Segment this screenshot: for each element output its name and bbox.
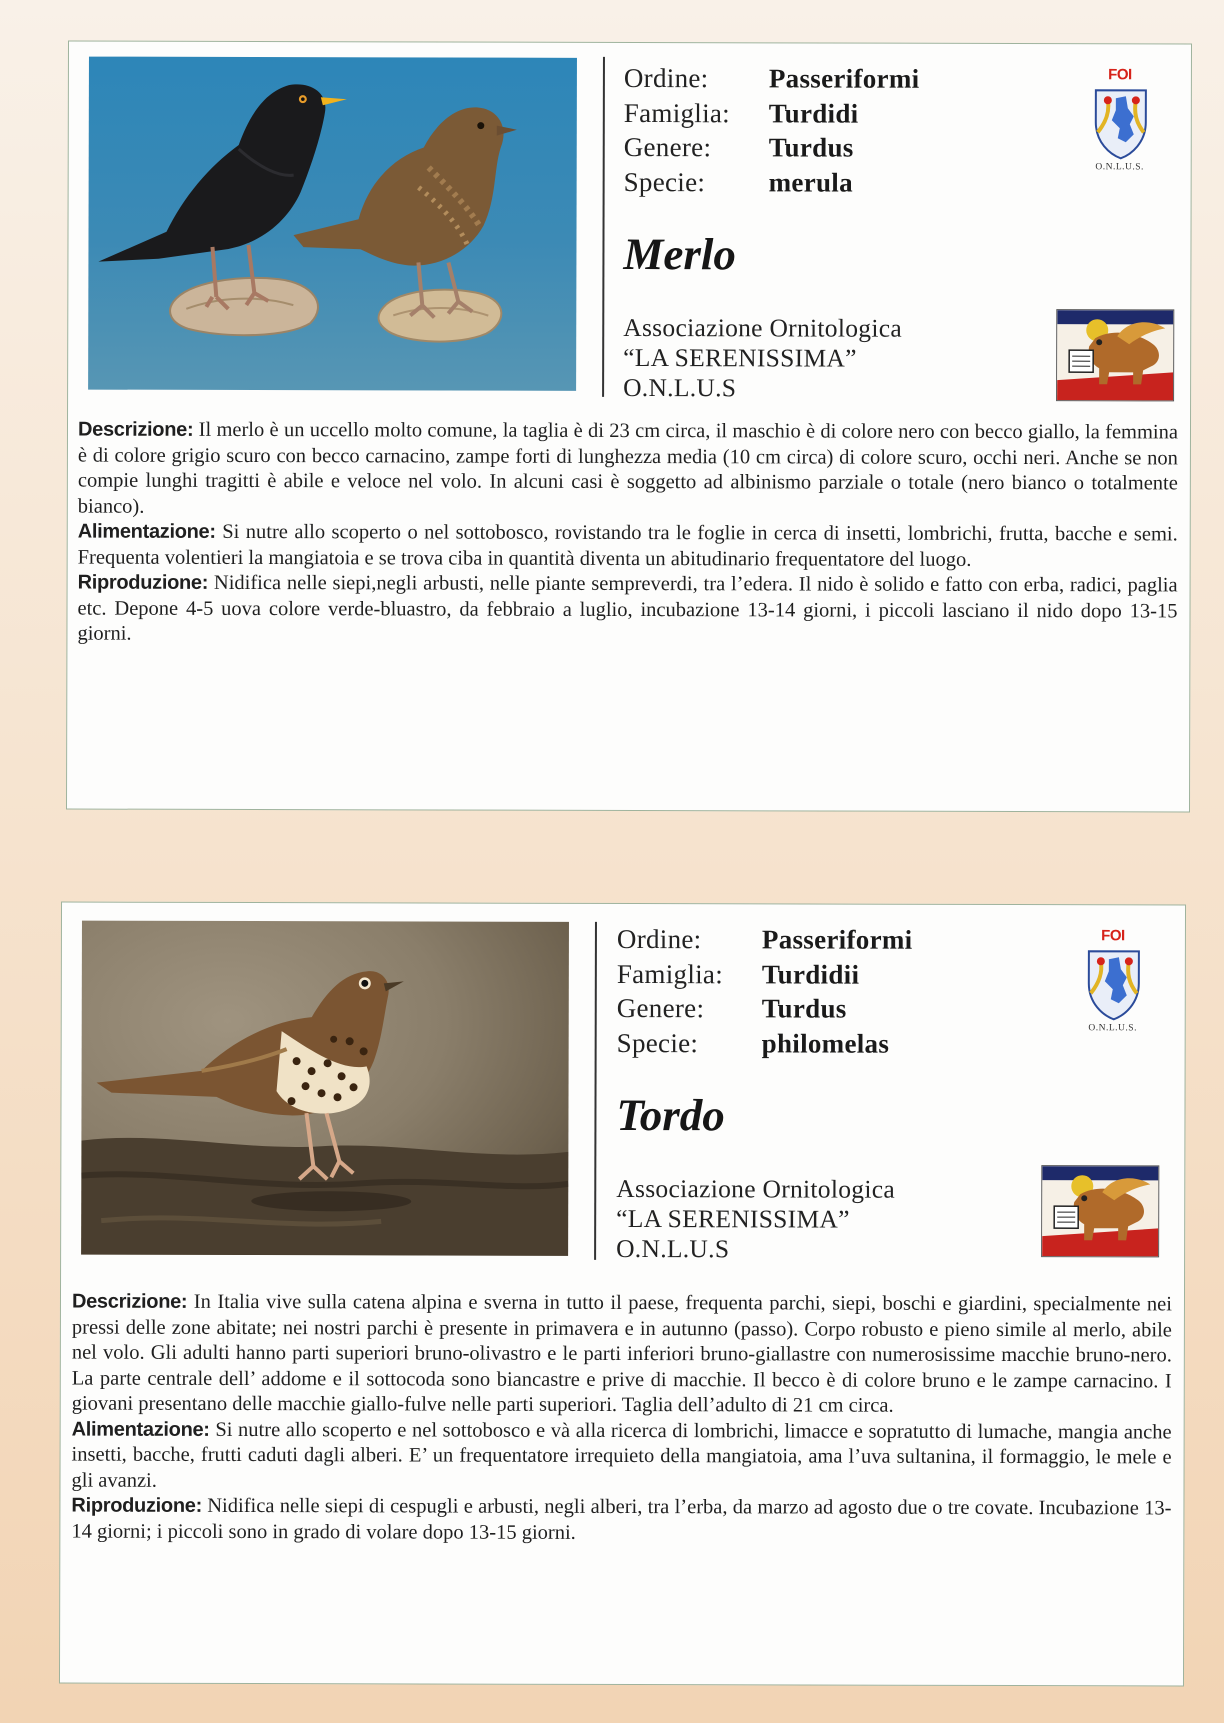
reproduction-text: Nidifica nelle siepi di cespugli e arbusti, negli alberi, tra l’erba, da marzo ad agosto due o tre covate. Incubazione 13-14 giorni; i piccoli sono in grado di volare dopo 13-15 giorni. (71, 1494, 1172, 1544)
taxonomy-family-row (617, 956, 913, 991)
foi-logo (1075, 66, 1165, 176)
species-label: Specie: (623, 166, 706, 197)
description-label: Descrizione: (71, 1290, 188, 1313)
association-block (616, 1174, 895, 1265)
association-line-2: “LA SERENISSIMA” (616, 1203, 850, 1234)
order-label: Ordine: (623, 62, 709, 94)
genus-label: Genere: (616, 992, 705, 1024)
order-value: Passeriformi (761, 924, 913, 955)
taxonomy-species-row (617, 1025, 913, 1060)
taxonomy-genus-row (617, 991, 913, 1026)
association-line-1: Associazione Ornitologica (616, 1173, 896, 1204)
species-text (71, 1290, 1172, 1548)
foi-logo-text: FOI (1101, 927, 1125, 945)
feeding-paragraph (71, 1417, 1171, 1496)
feeding-label: Alimentazione: (71, 1418, 210, 1441)
feeding-text: Si nutre allo scoperto o nel sottobosco, rovistando tra le foglie in cerca di insetti, lombrichi, frutta, bacche e semi. Frequenta volentieri la mangiatoia e se trova ciba in quantità diventa un abitudinario frequentatore del luogo. (77, 520, 1178, 571)
foi-logo-onlus: O.N.L.U.S. (1088, 1023, 1137, 1034)
reproduction-paragraph (77, 571, 1177, 650)
foi-logo (1068, 927, 1158, 1037)
description-paragraph (78, 418, 1178, 523)
divider-line (594, 922, 597, 1260)
association-line-1: Associazione Ornitologica (623, 312, 903, 343)
association-line-3: O.N.L.U.S (616, 1233, 730, 1264)
taxonomy-order-row (624, 61, 920, 96)
description-paragraph (72, 1290, 1172, 1420)
family-value: Turdidi (768, 97, 859, 129)
feeding-text: Si nutre allo scoperto e nel sottobosco e và alla ricerca di lombrichi, limacce e sopratutto di lumache, mangia anche insetti, bacche, frutti caduti dagli alberi. E’ un frequentatore irrequieto della mangiatoia, ama l’uva sultanina, il formaggio, le mele e gli avanzi. (71, 1418, 1172, 1492)
taxonomy-species-row (624, 164, 920, 199)
association-line-2: “LA SERENISSIMA” (623, 342, 857, 373)
foi-emblem-icon (1081, 943, 1147, 1021)
blackbird-photo (88, 57, 577, 391)
foi-emblem-icon (1088, 82, 1154, 160)
feeding-label: Alimentazione: (77, 520, 216, 543)
reproduction-text: Nidifica nelle siepi,negli arbusti, nelle piante sempreverdi, tra l’edera. Il nido è solido e fatto con erba, radici, paglia etc. Depone 4-5 uova colore verde-bluastro, da febbraio a luglio, incubazione 13-14 giorni, i piccoli lasciano il nido dopo 13-15 giorni. (77, 571, 1178, 645)
feeding-paragraph (78, 520, 1178, 574)
reproduction-label: Riproduzione: (77, 571, 209, 594)
reproduction-label: Riproduzione: (71, 1494, 203, 1517)
taxonomy-genus-row (624, 130, 920, 165)
family-label: Famiglia: (616, 958, 724, 989)
species-value: philomelas (761, 1027, 890, 1059)
description-text: In Italia vive sulla catena alpina e sverna in tutto il paese, frequenta parchi, siepi, boschi e giardini, specialmente nei pressi delle zone abitate; nei nostri parchi è presente in primavera e in autunno (passo). Corpo robusto e pieno simile al merlo, abile nel volo. Gli adulti hanno parti superiori bruno-olivastro e le parti inferiori bruno-giallastre con numerosissime macchie bruno-nero. La parte centrale dell’ addome e il sottocoda sono biancastre e prive di macchie. Il becco è di colore bruno e le zampe carnacino. I giovani presentano delle macchie giallo-fulve nelle parti superiori. Taglia dell’adulto di 21 cm circa. (71, 1290, 1173, 1417)
family-label: Famiglia: (623, 97, 731, 128)
lion-of-saint-mark-logo (1041, 1165, 1159, 1257)
taxonomy-family-row (624, 95, 920, 130)
order-value: Passeriformi (768, 63, 920, 94)
reproduction-paragraph (71, 1494, 1171, 1548)
taxonomy-block (624, 61, 920, 200)
taxonomy-block (617, 922, 913, 1061)
genus-label: Genere: (623, 131, 712, 163)
song-thrush-photo (81, 921, 569, 1256)
association-line-3: O.N.L.U.S (623, 372, 737, 403)
family-value: Turdidii (761, 958, 860, 990)
description-text: Il merlo è un uccello molto comune, la taglia è di 23 cm circa, il maschio è di colore nero con becco giallo, la femmina è di colore grigio scuro con becco carnacino, zampe forti di lunghezza media (10 cm circa) di colore scuro, occhi neri. Anche se non compie lunghi tragitti è abile e veloce nel volo. In alcuni casi è soggetto ad albinismo parziale o totale (nero bianco o totalmente bianco). (77, 418, 1179, 518)
lion-emblem-icon (1042, 1166, 1158, 1256)
description-label: Descrizione: (77, 418, 194, 441)
species-common-name: Merlo (623, 228, 737, 280)
association-block (623, 313, 902, 404)
foi-logo-text: FOI (1108, 66, 1132, 84)
species-text (77, 418, 1178, 650)
taxonomy-order-row (617, 922, 913, 957)
lion-emblem-icon (1057, 310, 1173, 400)
foi-logo-onlus: O.N.L.U.S. (1095, 162, 1144, 173)
genus-value: Turdus (761, 993, 847, 1024)
genus-value: Turdus (768, 132, 854, 163)
species-card-tordo (59, 902, 1186, 1687)
species-common-name: Tordo (616, 1089, 725, 1141)
order-label: Ordine: (616, 923, 702, 955)
species-value: merula (768, 166, 853, 198)
species-label: Specie: (616, 1027, 699, 1058)
divider-line (602, 57, 605, 397)
species-card-merlo (66, 41, 1192, 813)
lion-of-saint-mark-logo (1056, 309, 1174, 401)
